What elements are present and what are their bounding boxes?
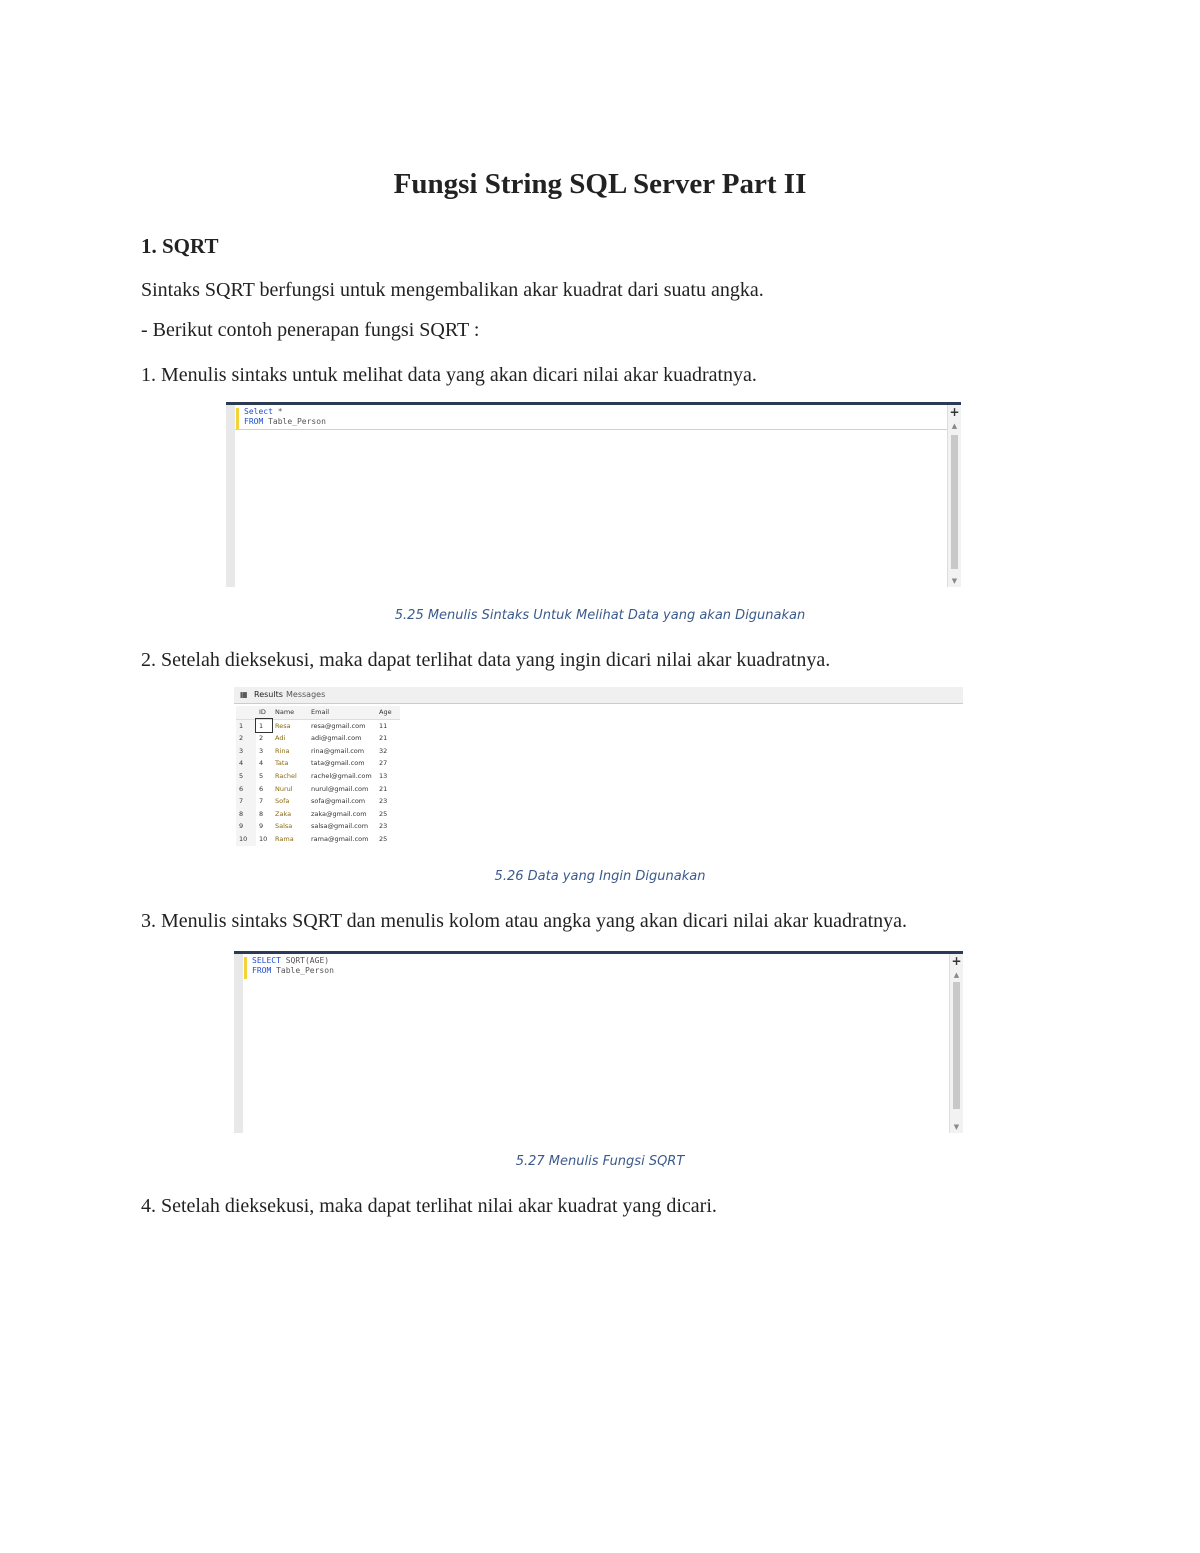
table-row[interactable] [236, 770, 400, 783]
results-tabbar [234, 687, 963, 704]
cell-name[interactable]: Adi [275, 734, 286, 743]
cell-age[interactable]: 13 [379, 771, 388, 780]
cell-email[interactable]: rama@gmail.com [311, 834, 369, 843]
cell-email[interactable]: rachel@gmail.com [311, 771, 372, 780]
scroll-up-icon[interactable]: ▲ [953, 971, 960, 979]
cell-name[interactable]: Tata [275, 759, 289, 768]
table-row[interactable] [236, 757, 400, 770]
sql-text: SQRT(AGE) [280, 956, 330, 965]
cell-name[interactable]: Rina [275, 746, 290, 755]
cell-email[interactable]: rina@gmail.com [311, 746, 365, 755]
row-number[interactable]: 4 [236, 757, 256, 770]
sql-editor-screenshot-2 [234, 951, 963, 1133]
cell-age[interactable]: 25 [379, 809, 388, 818]
code-line-2 [244, 417, 326, 427]
editor-gutter [234, 954, 243, 1133]
cell-id[interactable]: 8 [259, 809, 264, 818]
row-number[interactable]: 6 [236, 783, 256, 796]
table-row[interactable] [236, 783, 400, 796]
row-number[interactable]: 2 [236, 732, 256, 745]
row-number[interactable]: 7 [236, 795, 256, 808]
example-intro: - Berikut contoh penerapan fungsi SQRT : [141, 319, 480, 341]
results-grid-screenshot [234, 687, 963, 849]
table-row[interactable] [236, 732, 400, 745]
row-number[interactable]: 1 [236, 719, 256, 732]
sql-text: Table_Person [271, 966, 334, 975]
tab-results[interactable]: Results [254, 690, 283, 699]
cell-email[interactable]: tata@gmail.com [311, 759, 365, 768]
figure-caption-2: 5.26 Data yang Ingin Digunakan [494, 869, 706, 884]
sql-keyword: SELECT [252, 956, 281, 965]
row-number[interactable]: 8 [236, 808, 256, 821]
row-number[interactable]: 5 [236, 770, 256, 783]
scroll-thumb[interactable] [953, 982, 960, 1109]
cell-name[interactable]: Rachel [275, 771, 297, 780]
cell-name[interactable]: Zaka [275, 809, 292, 818]
step-1: 1. Menulis sintaks untuk melihat data yang akan dicari nilai akar kuadratnya. [141, 364, 757, 386]
sql-keyword: Select [244, 407, 273, 416]
split-plus-icon[interactable]: + [949, 405, 960, 419]
table-row[interactable] [236, 719, 400, 732]
table-row[interactable] [236, 745, 400, 758]
sql-keyword: FROM [252, 966, 272, 975]
cell-age[interactable]: 23 [379, 822, 388, 831]
cell-name[interactable]: Resa [275, 721, 291, 730]
cell-name[interactable]: Sofa [275, 797, 290, 806]
results-table [236, 706, 400, 846]
sql-text: * [272, 407, 283, 416]
scroll-down-icon[interactable]: ▼ [951, 577, 958, 585]
change-marker [244, 957, 247, 979]
cell-name[interactable]: Salsa [275, 822, 293, 831]
sql-keyword: FROM [244, 417, 264, 426]
sql-code [252, 956, 334, 976]
cell-id[interactable]: 10 [259, 834, 268, 843]
column-header-name[interactable]: Name [272, 706, 308, 719]
page-title: Fungsi String SQL Server Part II [393, 168, 807, 200]
column-header-email[interactable]: Email [308, 706, 376, 719]
cell-id[interactable]: 9 [259, 822, 264, 831]
sql-text: Table_Person [263, 417, 326, 426]
cell-age[interactable]: 11 [379, 721, 388, 730]
step-3: 3. Menulis sintaks SQRT dan menulis kolom atau angka yang akan dicari nilai akar kuadratnya. [141, 910, 908, 932]
scroll-up-icon[interactable]: ▲ [951, 422, 958, 430]
intro-paragraph: Sintaks SQRT berfungsi untuk mengembalikan akar kuadrat dari suatu angka. [141, 279, 764, 301]
cell-age[interactable]: 25 [379, 834, 388, 843]
cell-email[interactable]: zaka@gmail.com [311, 809, 367, 818]
cell-age[interactable]: 21 [379, 784, 388, 793]
table-header-row [236, 706, 400, 719]
cell-age[interactable]: 32 [379, 746, 388, 755]
code-line-1 [244, 407, 326, 417]
code-line-2 [252, 966, 334, 976]
cell-age[interactable]: 23 [379, 797, 388, 806]
cell-id[interactable]: 6 [259, 784, 264, 793]
cell-age[interactable]: 27 [379, 759, 388, 768]
cell-email[interactable]: nurul@gmail.com [311, 784, 369, 793]
section-heading: 1. SQRT [141, 234, 219, 258]
vertical-scrollbar[interactable] [949, 954, 963, 1133]
table-row[interactable] [236, 833, 400, 846]
step-4: 4. Setelah dieksekusi, maka dapat terlihat nilai akar kuadrat yang dicari. [141, 1195, 717, 1217]
cell-id[interactable]: 2 [259, 734, 264, 743]
row-number[interactable]: 10 [236, 833, 256, 846]
cell-name[interactable]: Nurul [275, 784, 293, 793]
cell-email[interactable]: salsa@gmail.com [311, 822, 369, 831]
editor-divider [235, 429, 947, 430]
column-header-age[interactable]: Age [376, 706, 400, 719]
cell-id[interactable]: 7 [259, 797, 264, 806]
split-plus-icon[interactable]: + [951, 954, 962, 968]
grid-icon: ▦ [240, 690, 248, 699]
table-row[interactable] [236, 795, 400, 808]
cell-id[interactable]: 1 [256, 719, 272, 732]
step-2: 2. Setelah dieksekusi, maka dapat terlihat data yang ingin dicari nilai akar kuadratnya. [141, 649, 831, 671]
cell-email[interactable]: sofa@gmail.com [311, 797, 366, 806]
tab-messages[interactable]: Messages [286, 690, 326, 699]
scroll-thumb[interactable] [951, 435, 958, 569]
code-line-1 [252, 956, 334, 966]
sql-code [244, 407, 326, 427]
cell-age[interactable]: 21 [379, 734, 388, 743]
vertical-scrollbar[interactable] [947, 405, 961, 587]
cell-id[interactable]: 5 [259, 771, 264, 780]
row-number[interactable]: 9 [236, 820, 256, 833]
cell-email[interactable]: adi@gmail.com [311, 734, 362, 743]
table-row[interactable] [236, 808, 400, 821]
figure-caption-1: 5.25 Menulis Sintaks Untuk Melihat Data yang akan Digunakan [394, 608, 806, 623]
table-row[interactable] [236, 820, 400, 833]
sql-editor-screenshot-1 [226, 402, 961, 587]
figure-caption-3: 5.27 Menulis Fungsi SQRT [515, 1154, 685, 1169]
row-number[interactable]: 3 [236, 745, 256, 758]
cell-name[interactable]: Rama [275, 834, 294, 843]
scroll-down-icon[interactable]: ▼ [953, 1123, 960, 1131]
change-marker [236, 408, 239, 430]
cell-id[interactable]: 4 [259, 759, 264, 768]
row-number-header [236, 706, 256, 719]
cell-email[interactable]: resa@gmail.com [311, 721, 366, 730]
column-header-id[interactable]: ID [256, 706, 272, 719]
cell-id[interactable]: 3 [259, 746, 264, 755]
editor-gutter [226, 405, 235, 587]
